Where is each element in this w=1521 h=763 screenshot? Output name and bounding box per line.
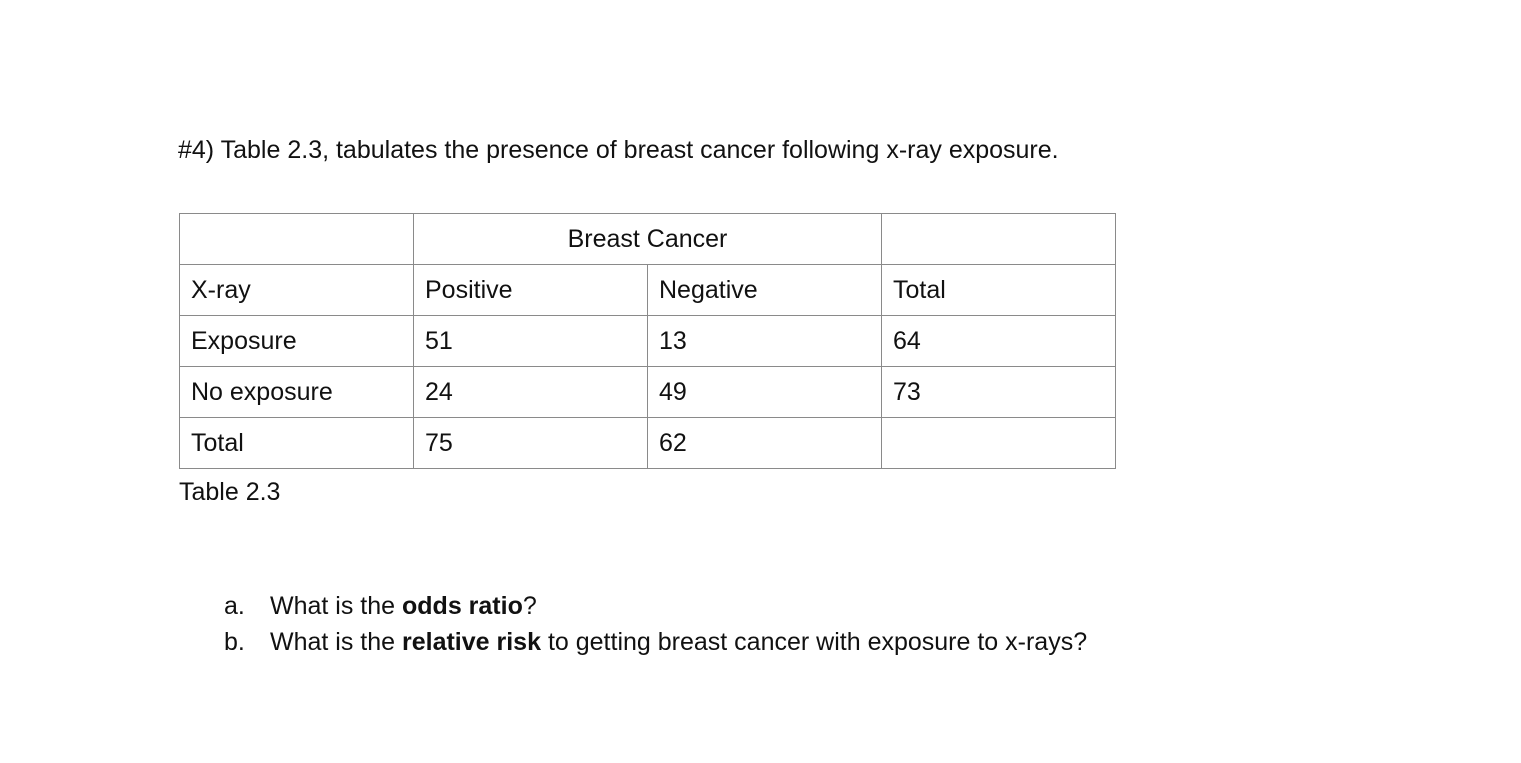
question-heading: #4) Table 2.3, tabulates the presence of breast cancer following x-ray exposure.	[178, 136, 1059, 164]
table-cell: 24	[414, 367, 648, 418]
question-text-post: to getting breast cancer with exposure to x-rays?	[541, 628, 1088, 656]
question-keyword: odds ratio	[402, 592, 523, 620]
list-marker: b.	[224, 628, 245, 656]
contingency-table	[179, 213, 1116, 469]
table-header-cell: X-ray	[180, 265, 414, 316]
table-cell: 64	[882, 316, 1116, 367]
table-header-cell: Total	[882, 265, 1116, 316]
question-text-post: ?	[522, 592, 537, 620]
table-group-header: Breast Cancer	[414, 214, 882, 265]
table-cell: 49	[648, 367, 882, 418]
table-header-cell: Positive	[414, 265, 648, 316]
question-text	[270, 624, 1087, 660]
table-cell-empty	[180, 214, 414, 265]
question-text-pre: What is the	[270, 628, 402, 656]
question-item	[224, 588, 1087, 624]
question-text-pre: What is the	[270, 592, 402, 620]
table-row-label: Exposure	[180, 316, 414, 367]
question-keyword: relative risk	[402, 628, 541, 656]
table-row	[180, 418, 1116, 469]
table-cell: 75	[414, 418, 648, 469]
table-cell	[882, 418, 1116, 469]
table-cell: 73	[882, 367, 1116, 418]
table-header-row	[180, 265, 1116, 316]
list-marker: a.	[224, 592, 245, 620]
table-row	[180, 367, 1116, 418]
table-cell: 51	[414, 316, 648, 367]
table-caption: Table 2.3	[179, 478, 281, 506]
table-group-header-row	[180, 214, 1116, 265]
question-list	[224, 588, 1087, 660]
table-cell-empty	[882, 214, 1116, 265]
table-row-label: Total	[180, 418, 414, 469]
question-text	[270, 588, 537, 624]
table-row-label: No exposure	[180, 367, 414, 418]
table-cell: 13	[648, 316, 882, 367]
table-cell: 62	[648, 418, 882, 469]
table-row	[180, 316, 1116, 367]
table-header-cell: Negative	[648, 265, 882, 316]
question-item	[224, 624, 1087, 660]
